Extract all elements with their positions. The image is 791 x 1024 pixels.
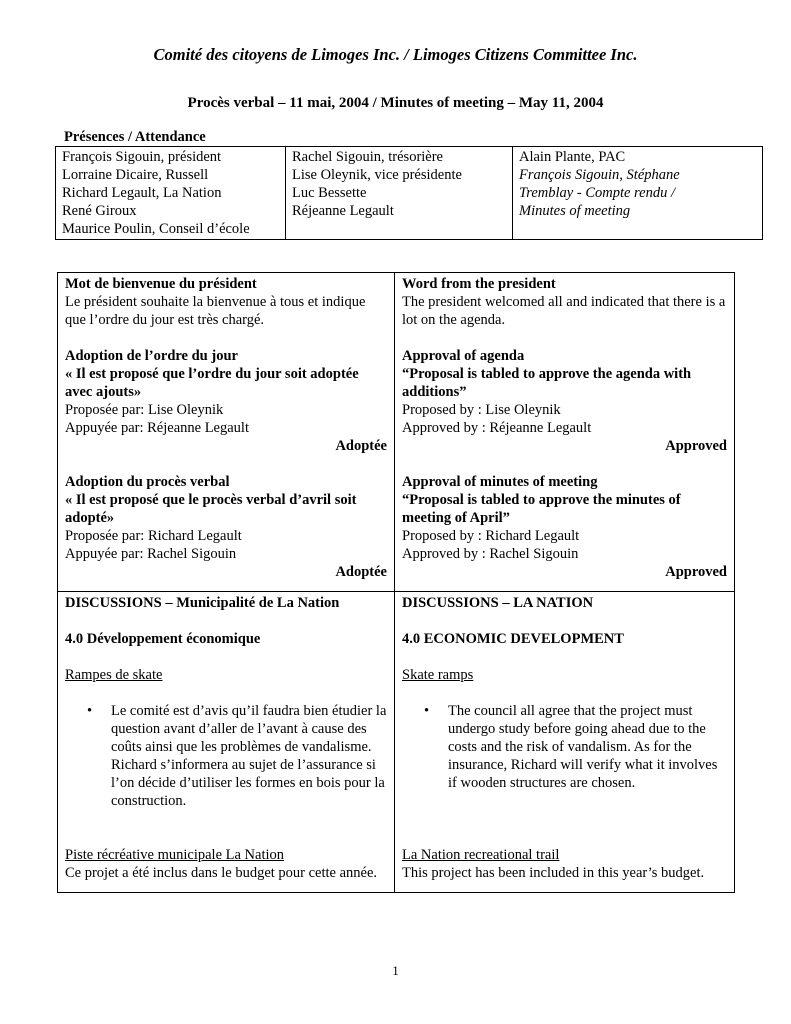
french-column <box>58 273 395 592</box>
attendance-table <box>55 146 763 240</box>
english-column <box>395 273 735 592</box>
economic-development-title: 4.0 ECONOMIC DEVELOPMENT <box>402 631 624 647</box>
agenda-proposed: Proposed by : Lise Oleynik <box>402 402 561 418</box>
agenda-seconded: Appuyée par: Réjeanne Legault <box>65 420 249 436</box>
welcome-title: Mot de bienvenue du président <box>65 276 257 292</box>
attendee: François Sigouin, président <box>62 149 222 165</box>
attendee: Lise Oleynik, vice présidente <box>292 167 462 183</box>
agenda-title: Approval of agenda <box>402 348 525 364</box>
minutes-approval-motion: « Il est proposé que le procès verbal d’avril soit adopté» <box>65 492 357 526</box>
minutes-approval-title: Approval of minutes of meeting <box>402 474 598 490</box>
attendee: Maurice Poulin, Conseil d’école <box>62 221 250 237</box>
trail-text: Ce projet a été inclus dans le budget pour cette année. <box>65 865 378 881</box>
skate-ramps-bullet <box>87 702 387 810</box>
agenda-seconded: Approved by : Réjeanne Legault <box>402 420 592 436</box>
document-subtitle: Procès verbal – 11 mai, 2004 / Minutes of meeting – May 11, 2004 <box>187 95 604 111</box>
attendee: René Giroux <box>62 203 137 219</box>
minutes-approval-result: Adoptée <box>335 564 387 580</box>
attendance-column-3 <box>513 147 763 240</box>
trail-text: This project has been included in this year’s budget. <box>402 865 705 881</box>
agenda-title: Adoption de l’ordre du jour <box>65 348 238 364</box>
bullet-icon: • <box>424 703 430 719</box>
minutes-approval-proposed: Proposed by : Richard Legault <box>402 528 580 544</box>
attendance-column-1 <box>56 147 286 240</box>
minutes-approval-result: Approved <box>665 564 727 580</box>
minutes-takers: Minutes of meeting <box>519 203 631 219</box>
english-column <box>395 592 735 893</box>
welcome-text: Le président souhaite la bienvenue à tous et indique que l’ordre du jour est très chargé. <box>65 294 366 328</box>
trail-title: Piste récréative municipale La Nation <box>65 847 285 863</box>
economic-development-title: 4.0 Développement économique <box>65 631 261 647</box>
welcome-text: The president welcomed all and indicated that there is a lot on the agenda. <box>402 294 726 328</box>
minutes-approval-motion: “Proposal is tabled to approve the minutes of meeting of April” <box>402 492 681 526</box>
discussions-title: DISCUSSIONS – LA NATION <box>402 595 594 611</box>
minutes-approval-seconded: Appuyée par: Rachel Sigouin <box>65 546 237 562</box>
bullet-icon: • <box>87 703 93 719</box>
attendance-column-2 <box>286 147 513 240</box>
discussions-row <box>58 592 735 893</box>
minutes-table <box>57 272 735 893</box>
attendee: Lorraine Dicaire, Russell <box>62 167 209 183</box>
attendee: Rachel Sigouin, trésorière <box>292 149 443 165</box>
attendee: Richard Legault, La Nation <box>62 185 222 201</box>
welcome-title: Word from the president <box>402 276 556 292</box>
page-number: 1 <box>392 963 399 978</box>
agenda-proposed: Proposée par: Lise Oleynik <box>65 402 224 418</box>
opening-row <box>58 273 735 592</box>
skate-ramps-title: Skate ramps <box>402 667 474 683</box>
skate-ramps-text: Le comité est d’avis qu’il faudra bien étudier la question avant d’aller de l’avant à cause des coûts ainsi que les problèmes de vandalisme. Richard s’informera au sujet de l’assurance si l’on décide d’utiliser les formes en bois pour la construction. <box>111 703 387 809</box>
agenda-motion: “Proposal is tabled to approve the agenda with additions” <box>402 366 692 400</box>
french-column <box>58 592 395 893</box>
discussions-title: DISCUSSIONS – Municipalité de La Nation <box>65 595 340 611</box>
agenda-result: Adoptée <box>335 438 387 454</box>
agenda-motion: « Il est proposé que l’ordre du jour soit adoptée avec ajouts» <box>65 366 359 400</box>
attendee: Alain Plante, PAC <box>519 149 626 165</box>
agenda-result: Approved <box>665 438 727 454</box>
document-title: Comité des citoyens de Limoges Inc. / Limoges Citizens Committee Inc. <box>153 45 638 64</box>
attendance-heading: Présences / Attendance <box>64 129 206 145</box>
attendee: Réjeanne Legault <box>292 203 394 219</box>
skate-ramps-title: Rampes de skate <box>65 667 163 683</box>
attendee: Luc Bessette <box>292 185 367 201</box>
minutes-takers: Tremblay - Compte rendu / <box>519 185 675 201</box>
minutes-approval-seconded: Approved by : Rachel Sigouin <box>402 546 579 562</box>
skate-ramps-text: The council all agree that the project must undergo study before going ahead due to the costs and the risk of vandalism. As for the insurance, Richard will verify what it involves if wooden structures are chosen. <box>448 703 718 791</box>
trail-title: La Nation recreational trail <box>402 847 560 863</box>
minutes-approval-title: Adoption du procès verbal <box>65 474 230 490</box>
skate-ramps-bullet <box>424 702 727 792</box>
minutes-takers: François Sigouin, Stéphane <box>519 167 680 183</box>
minutes-approval-proposed: Proposée par: Richard Legault <box>65 528 242 544</box>
